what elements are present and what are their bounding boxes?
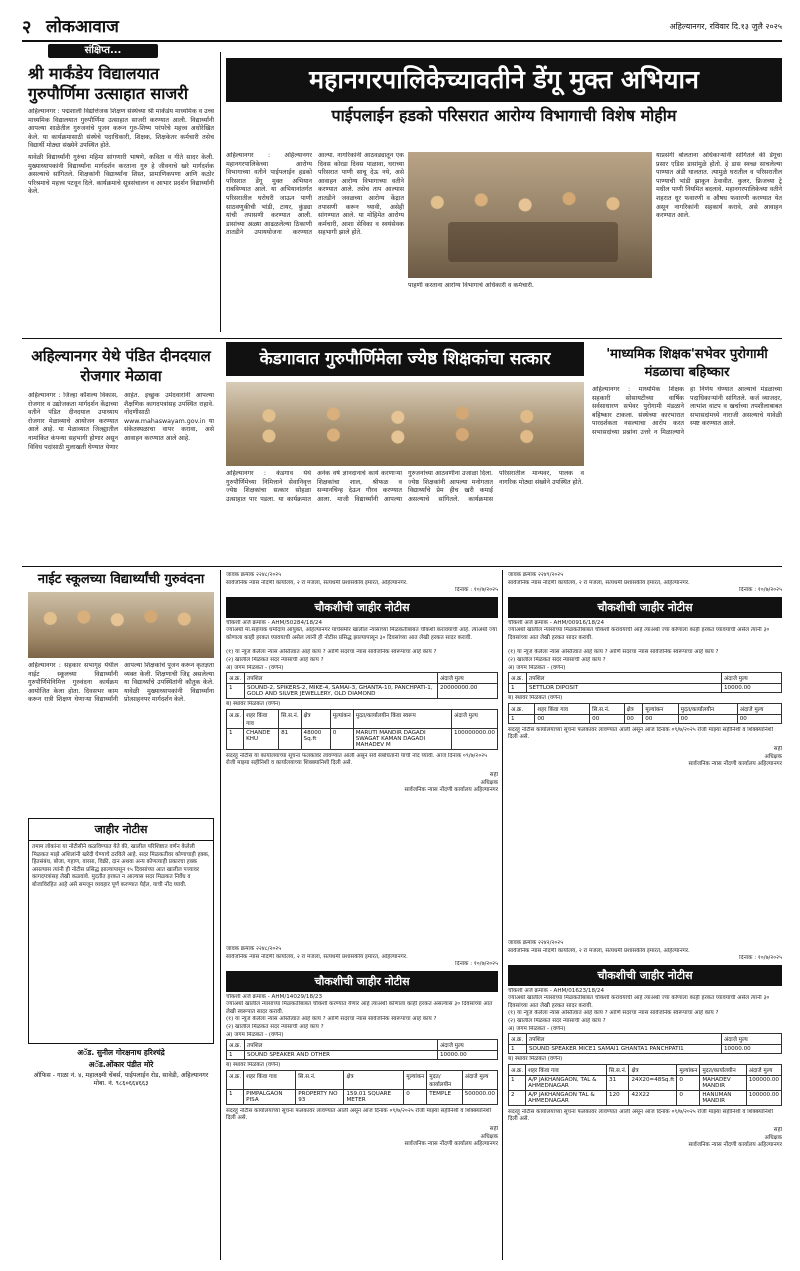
notice-1-date: दिनांक : १०/७/२०२५ — [455, 587, 498, 594]
notice-4-q2: (२) खालील मिळकत सदर न्यासाची आहे काय ? — [508, 1017, 606, 1024]
notice-4-immovable-label: ब) स्थावर मिळकत (वर्णन) — [508, 1056, 563, 1063]
notice-1-ref: जावक क्रमांक २२४८/२०२५ — [226, 572, 282, 578]
notice-2-office: सार्वजनिक न्यास नोंदणी कार्यालय, २ रा मजला, सत्यधर्मी प्रशासकीय इमारत, अहिल्यानगर. — [226, 953, 408, 960]
notice-4-r3-city: A/P JAKHANGAON TAL & AHMEDNAGAR — [526, 1090, 607, 1105]
masthead — [22, 14, 782, 40]
barber-photo — [28, 592, 214, 658]
notice-4-sign1: सही — [773, 1126, 782, 1133]
notice-4-office: सार्वजनिक न्यास नोंदणी कार्यालय, २ रा मजला, सत्यधर्मी प्रशासकीय इमारत, अहिल्यानगर. — [508, 947, 690, 954]
notice-3-h-val2: अंदाजे मुल्य — [737, 703, 781, 714]
notice-2-r2-build: TEMPLE — [427, 1089, 463, 1104]
notice-3-r2-build: 00 — [678, 714, 737, 723]
lawyer-name: अॅड. सुनील गोरक्षनाथ हरिश्चंद्रे — [77, 1048, 165, 1057]
notice-2-footer: सदरहू नोटीस कार्यालयाच्या सूचना फलकावर लावण्यात आली असून आज दिनांक ०९/७/२०२५ रोजी माझ्या सहीनिशी व शिक्क्यानिशी दिली असे. — [226, 1107, 492, 1122]
notice-1-movable-label: अ) जंगम मिळकत - (वर्णन) — [226, 664, 284, 671]
public-notice — [28, 818, 214, 1044]
notice-1-h-city: शहर किंवा गाव — [244, 709, 279, 728]
notice-1-h-desc: तपशिल — [245, 673, 438, 684]
notice-2-r1-val: 10000.00 — [438, 1051, 498, 1060]
notice-1-h-no: अ.क्र. — [227, 673, 245, 684]
lawyer-name-2: अॅड.ओंकार पंडीत मोरे — [88, 1060, 154, 1069]
section-rule-2 — [22, 566, 782, 567]
notice-4-h-val2: अंदाजे मुल्य — [746, 1064, 781, 1075]
column-divider-lower — [220, 570, 221, 1260]
notice-1-q2: (२) खालील मिळकत सदर न्यासाची आहे काय ? — [226, 656, 324, 663]
briefs-tag — [48, 44, 158, 58]
notice-2-h-no2: अ.क्र. — [227, 1070, 244, 1089]
notice-1-immovable-label: ब) स्थावर मिळकत (वर्णन) — [226, 701, 281, 708]
story-teacher-headline: केडगावात गुरुपौर्णिमेला ज्येष्ठ शिक्षकांचा सत्कार — [226, 342, 584, 376]
story-markandey-p1: अहिल्यानगर : पद्मशाली विद्योत्तेजक शिक्षण संस्थेच्या श्री मार्कंडेय माध्यमिक व उच्च माध्यमिक विद्यालयात गुरुपौर्णिमा उत्साहात साजरी करण्यात आली. विद्यार्थ्यांनी आपल्या शाळेतील गुरुजनांचे पूजन करून गुरु-शिष्य परंपरेचे महत्त्व अधोरेखित केले. या कार्यक्रमासाठी संस्थेचे पदाधिकारी, शिक्षक, शिक्षकेतर कर्मचारी तसेच विद्यार्थी मोठ्या संख्येने उपस्थित होते. — [28, 108, 214, 150]
table-row — [509, 714, 782, 723]
notice-3-h-cts: सि.स.नं. — [590, 703, 625, 714]
lead-photo — [408, 152, 652, 278]
briefs-tag-label: संक्षिप्त... — [84, 45, 122, 56]
notice-3-sign3: सार्वजनिक न्यास नोंदणी कार्यालय अहिल्यानगर — [688, 761, 782, 768]
notice-2-h-desc: तपशिल — [245, 1040, 438, 1051]
notice-3-r2-city: 00 — [535, 714, 590, 723]
notice-3-h-area: क्षेत्र — [624, 703, 643, 714]
story-job-body: अहिल्यानगर : जिल्हा कौशल्य विकास, रोजगार व उद्योजकता मार्गदर्शन केंद्राच्या वतीने पंडित दीनदयाल उपाध्याय रोजगार मेळाव्याचे आयोजन करण्यात आले आहे. या मेळाव्यात जिल्ह्यातील नामांकित कंपन्या सहभागी होणार असून विविध पदांसाठी मुलाखती घेण्यात येणार आहेत. इच्छुक उमेदवारांनी आपल्या शैक्षणिक कागदपत्रांसह उपस्थित राहावे. नोंदणीसाठी www.mahaswayam.gov.in या संकेतस्थळाचा वापर करावा, असे आवाहन करण्यात आले आहे. — [28, 392, 214, 451]
lawyer-address: ऑफिस - गाळा नं. ४, महालक्ष्मी चेंबर्स, पाईपलाईन रोड, सावेडी, अहिल्यानगर मोबा. नं. ९८६०६६४६६३ — [33, 1072, 209, 1088]
notice-3-r2-cts: 00 — [590, 714, 625, 723]
notice-2-movable-label: अ) जंगम मिळकत - (वर्णन) — [226, 1031, 284, 1038]
notice-4-footer: सदरहू नोटीस कार्यालयाच्या सूचना फलकावर लावण्यात आली असून आज दिनांक ०९/७/२०२५ रोजी माझ्या सहीनिशी व शिक्क्यानिशी दिली असे. — [508, 1108, 774, 1123]
notice-4-date: दिनांक : १०/७/२०२५ — [739, 955, 782, 962]
lead-body: अहिल्यानगर : अहिल्यानगर महानगरपालिकेच्या आरोग्य विभागाच्या वतीने पाईपलाईन हडको परिसरात डेंगू मुक्त अभियान राबविण्यात आले. या अभियानांतर्गत परिसरातील घरोघरी जाऊन पाणी साठवणुकीची भांडी, टायर, कुंड्या यांची तपासणी करण्यात आली. डासांच्या अळ्या आढळलेल्या ठिकाणी तातडीने उपाययोजना करण्यात आल्या. नागरिकांनी आठवड्यातून एक दिवस कोरडा दिवस पाळावा, घराच्या परिसरात पाणी साचू देऊ नये, असे आवाहन आरोग्य विभागाच्या वतीने करण्यात आले. तसेच ताप आल्यास तातडीने जवळच्या आरोग्य केंद्रात तपासणी करून घ्यावी, असेही सांगण्यात आले. या मोहिमेत आरोग्य कर्मचारी, आशा सेविका व स्वयंसेवक सहभागी झाले होते. — [226, 152, 404, 237]
table-row — [509, 684, 782, 693]
notice-3-r1-no: 1 — [509, 684, 527, 693]
story-markandey-title: श्री मार्कंडेय विद्यालयात गुरुपौर्णिमा उत्साहात साजरी — [28, 64, 188, 103]
notice-4-q1: (१) या न्यूज केलेला न्यास अस्तित्वात आहे काय ? आणि सदरचा न्यास सार्वजनिक स्वरूपाचा आहे काय ? — [508, 1010, 719, 1017]
notice-1-movable-table — [226, 672, 498, 699]
notice-3-r2-tax: 00 — [643, 714, 678, 723]
notice-1-intro: ज्याअर्थी मा.सहायक धर्मादाय आयुक्त, अहिल्यानगर यांचेसमोर खालील न्यासाच्या मिळकतीबाबत चौकशी करावयाची आहे. त्याअर्थी ज्या कोणाला काही हरकत घ्यावयाची असेल त्यांनी ही नोटीस प्रसिद्ध झाल्यापासून ३० दिवसांच्या आत लेखी हरकत सादर करावी. — [226, 627, 497, 641]
story-boycott-body: अहिल्यानगर : माध्यमिक शिक्षक सहकारी सोसायटीच्या वार्षिक सर्वसाधारण सभेवर पुरोगामी मंडळाने बहिष्कार टाकला. संस्थेच्या कारभारात पारदर्शकता नसल्याचा आरोप करत सभासदांच्या प्रश्नांना उत्तरे न मिळाल्याने हा निर्णय घेण्यात आल्याचे मंडळाच्या पदाधिकाऱ्यांनी सांगितले. कर्ज व्याजदर, लाभांश वाटप व खर्चाच्या तपशीलाबाबत सभासदांमध्ये नाराजी असल्याचे यावेळी स्पष्ट करण्यात आले. — [592, 386, 782, 436]
notice-2-sign3: सार्वजनिक न्यास नोंदणी कार्यालय अहिल्यानगर — [404, 1141, 498, 1148]
notice-2-sign2: अधिक्षक — [480, 1133, 498, 1140]
table-row — [227, 1051, 498, 1060]
notice-1-h-cts: सि.स.नं. — [279, 709, 301, 728]
notice-2-immovable-table — [226, 1070, 498, 1105]
notice-1-r2-no: 1 — [227, 728, 244, 749]
notice-1-sign3: सार्वजनिक न्यास नोंदणी कार्यालय अहिल्यानगर — [404, 787, 498, 794]
notice-2-r2-cts: PROPERTY NO 93 — [296, 1089, 344, 1104]
notice-2-r2-tax: 0 — [404, 1089, 427, 1104]
notice-2-q1: (१) या न्यूज केलेला न्यास अस्तित्वात आहे काय ? आणि सदरचा न्यास सार्वजनिक स्वरूपाचा आहे काय ? — [226, 1016, 437, 1023]
notice-3-h-tax: मूल्यांकन — [643, 703, 678, 714]
story-job-title: अहिल्यानगर येथे पंडित दीनदयाल रोजगार मेळावा — [31, 347, 211, 385]
notice-3-r2-no: 1 — [509, 714, 535, 723]
notice-4-movable-table — [508, 1033, 782, 1054]
notice-1-r2-tax: 0 — [330, 728, 353, 749]
notice-4-r1-val: 10000.00 — [722, 1045, 782, 1054]
notice-2-date: दिनांक : १०/७/२०२५ — [455, 961, 498, 968]
notice-1-h-no2: अ.क्र. — [227, 709, 244, 728]
notice-4-r3-no: 2 — [509, 1090, 526, 1105]
notice-3-movable-table — [508, 672, 782, 693]
notice-1-h-area: क्षेत्र — [301, 709, 330, 728]
notice-2-h-cts: सि.स.नं. — [296, 1070, 344, 1089]
notice-3-immovable-label: ब) स्थावर मिळकत (वर्णन) — [508, 695, 563, 702]
notice-3-r1-val: 10000.00 — [722, 684, 782, 693]
teacher-photo — [226, 382, 584, 466]
notice-4-sign3: सार्वजनिक न्यास नोंदणी कार्यालय अहिल्यानगर — [688, 1142, 782, 1149]
notice-3-sign1: सही — [773, 745, 782, 752]
column-divider — [220, 52, 221, 332]
notice-3-movable-label: अ) जंगम मिळकत - (वर्णन) — [508, 664, 566, 671]
story-markandey-body — [28, 108, 214, 318]
notice-2-h-city: शहर किंवा गाव — [244, 1070, 296, 1089]
notice-4-h-area: क्षेत्र — [629, 1064, 677, 1075]
notice-1-r2-area: 48000 Sq.ft — [301, 728, 330, 749]
notice-4-ref: जावक क्रमांक २२४२/२०२५ — [508, 940, 564, 946]
notice-4-intro: ज्याअर्थी खालील न्यासाच्या मिळकतीबाबत चौकशी करावयाची आहे त्याअर्थी ज्या कोणाला काही हरकत घ्यावयाची असेल त्यांनी ३० दिवसांच्या आत लेखी हरकत सादर करावी. — [508, 995, 770, 1009]
notice-3-h-desc: तपशिल — [527, 673, 722, 684]
notice-4-sign2: अधिक्षक — [764, 1134, 782, 1141]
table-row — [227, 684, 498, 699]
notice-4-r2-city: A/P JAKHANGAON, TAL & AHMEDNAGAR — [526, 1075, 607, 1090]
notice-4-r2-tax: 0 — [677, 1075, 700, 1090]
notice-2 — [226, 946, 498, 1264]
public-notice-title: जाहीर नोटीस — [29, 819, 213, 841]
notice-3-h-city: शहर किंवा गाव — [535, 703, 590, 714]
notice-1-sign1: सही — [489, 771, 498, 778]
notice-3-case: चौकशी अर्ज क्रमांक - AHM/00916/18/24 — [508, 619, 605, 626]
masthead-rule — [22, 40, 782, 42]
lead-subhead: पाईपलाईन हडको परिसरात आरोग्य विभागाची विशेष मोहीम — [331, 106, 677, 125]
notice-4-h-build: मुदत/कार्यालयीन — [700, 1064, 746, 1075]
notice-4-immovable-table — [508, 1064, 782, 1106]
notice-2-r2-area: 159.01 SQUARE METER — [344, 1089, 404, 1104]
notice-1-h-build: मुदत/कार्यालयीन किंवा स्वरूप — [353, 709, 451, 728]
notice-2-sign1: सही — [489, 1125, 498, 1132]
notice-2-case: चौकशी अर्ज क्रमांक - AHM/14029/18/23 — [226, 993, 323, 1000]
table-row — [227, 728, 498, 749]
notice-3-r2-val: 00 — [737, 714, 781, 723]
notice-2-h-build: मुदत/कार्यालयीन — [427, 1070, 463, 1089]
notice-4-h-cts: सि.स.नं. — [607, 1064, 629, 1075]
notice-1-r2-cts: 81 — [279, 728, 301, 749]
lead-photo-caption: पाहणी करताना आरोग्य विभागाचे अधिकारी व कर्मचारी. — [408, 282, 534, 289]
notice-1-case: चौकशी अर्ज क्रमांक - AHM/50284/18/24 — [226, 619, 323, 626]
notice-3-office: सार्वजनिक न्यास नोंदणी कार्यालय, २ रा मजला, सत्यधर्मी प्रशासकीय इमारत, अहिल्यानगर. — [508, 579, 690, 586]
page-number: २ — [22, 17, 32, 38]
section-rule-1 — [22, 338, 782, 339]
lawyer-block — [28, 1048, 214, 1110]
notice-2-r2-city: PIMPALGAON PISA — [244, 1089, 296, 1104]
notice-4-r1-desc: SOUND SPEAKER MICE1 SAMAI1 GHANTA1 PANCHPATI1 — [527, 1045, 722, 1054]
notice-2-r2-no: 1 — [227, 1089, 244, 1104]
notice-2-h-val: अंदाजे मुल्य — [438, 1040, 498, 1051]
story-teacher-body: अहिल्यानगर : केडगाव येथे गुरुपौर्णिमेच्या निमित्ताने सेवानिवृत्त ज्येष्ठ शिक्षकांचा सत्कार सोहळा उत्साहात पार पडला. या कार्यक्रमात अनेक वर्षे ज्ञानदानाचे कार्य करणाऱ्या शिक्षकांचा शाल, श्रीफळ व सन्मानचिन्ह देऊन गौरव करण्यात आला. माजी विद्यार्थ्यांनी आपल्या गुरुजनांच्या आठवणींना उजाळा दिला. ज्येष्ठ शिक्षकांनी आपल्या मनोगतात विद्यार्थ्यांचे प्रेम हीच खरी कमाई असल्याचे सांगितले. कार्यक्रमास परिसरातील मान्यवर, पालक व नागरिक मोठ्या संख्येने उपस्थित होते. — [226, 470, 584, 503]
notice-1-r2-city: CHANDE KHU — [244, 728, 279, 749]
notice-2-h-val2: अंदाजे मुल्य — [462, 1070, 497, 1089]
notice-1-h-val2: अंदाजे मुल्य — [452, 709, 498, 728]
table-row — [509, 1045, 782, 1054]
story-barber-title: नाईट स्कूलच्या विद्यार्थ्यांची गुरुवंदना — [37, 572, 205, 587]
notice-3-intro: ज्याअर्थी खालील न्यासाच्या मिळकतीबाबत चौकशी करावयाची आहे त्याअर्थी ज्या कोणाला काही हरकत घ्यावयाची असेल त्यांनी ३० दिवसांच्या आत लेखी हरकत सादर करावी. — [508, 627, 770, 641]
notice-2-q2: (२) खालील मिळकत सदर न्यासाची आहे काय ? — [226, 1023, 324, 1030]
notice-3-immovable-table — [508, 703, 782, 724]
notice-1-footer: सदरहू नोटीस या कार्यालयाच्या सूचना फलकावर लावण्यात आली असून सर्व संबंधितांनी याची नोंद घ्यावी. आज दिनांक ०९/७/२०२५ रोजी माझ्या सहीनिशी व कार्यालयाच्या शिक्क्यानिशी दिली असे. — [226, 752, 488, 767]
notice-4-case: चौकशी अर्ज क्रमांक - AHM/01623/18/24 — [508, 987, 605, 994]
notice-3-h-no: अ.क्र. — [509, 673, 527, 684]
notice-4-h-desc: तपशिल — [527, 1034, 722, 1045]
notice-4-r1-no: 1 — [509, 1045, 527, 1054]
notice-1-r2-build: MARUTI MANDIR DAGADI SWAGAT KAMAN DAGADI MAHADEV M — [353, 728, 451, 749]
notice-1-r1-no: 1 — [227, 684, 245, 699]
notice-3-h-build: मुदत/कार्यालयीन — [678, 703, 737, 714]
notice-2-r2-val: 500000.00 — [462, 1089, 497, 1104]
notice-4 — [508, 940, 782, 1264]
dateline: अहिल्यानगर, रविवार दि.१३ जुलै २०२५ — [669, 22, 782, 31]
notice-4-r3-val: 100000.00 — [746, 1090, 781, 1105]
notice-4-r3-build: HANUMAN MANDIR — [700, 1090, 746, 1105]
notice-1-q1: (१) या न्यूज केलेला न्यास अस्तित्वात आहे काय ? आणि सदरचा न्यास सार्वजनिक स्वरूपाचा आहे काय ? — [226, 649, 437, 656]
notice-4-h-val: अंदाजे मुल्य — [722, 1034, 782, 1045]
table-row — [509, 1075, 782, 1090]
column-divider-right — [502, 570, 503, 1260]
notice-1 — [226, 572, 498, 940]
lead-headline: महानगरपालिकेच्यावतीने डेंगू मुक्त अभियान — [226, 58, 782, 102]
notice-4-h-no: अ.क्र. — [509, 1034, 527, 1045]
notice-1-r1-desc: SOUND-2, SPIKERS-2, MIKE-4, SAMAI-3, GHANTA-10, PANCHPATI-1, GOLD AND SILVER JEWELLERY, OLD DIAMOND — [245, 684, 438, 699]
notice-1-immovable-table — [226, 709, 498, 750]
notice-3-r2-area: 00 — [624, 714, 643, 723]
notice-1-r2-val: 100000000.00 — [452, 728, 498, 749]
notice-2-movable-table — [226, 1039, 498, 1060]
notice-3 — [508, 572, 782, 934]
notice-4-r2-cts: 31 — [607, 1075, 629, 1090]
notice-4-r2-no: 1 — [509, 1075, 526, 1090]
notice-1-office: सार्वजनिक न्यास नोंदणी कार्यालय, २ रा मजला, सत्यधर्मी प्रशासकीय इमारत, अहिल्यानगर. — [226, 579, 408, 586]
notice-3-h-val: अंदाजे मुल्य — [722, 673, 782, 684]
notice-3-q2: (२) खालील मिळकत सदर न्यासाची आहे काय ? — [508, 656, 606, 663]
notice-2-immovable-label: ब) स्थावर मिळकत (वर्णन) — [226, 1062, 281, 1069]
table-row — [227, 1089, 498, 1104]
notice-4-movable-label: अ) जंगम मिळकत - (वर्णन) — [508, 1025, 566, 1032]
story-barber-body: अहिल्यानगर : सहकार सभागृह येथील नाईट स्कूलच्या विद्यार्थ्यांनी गुरुपौर्णिमेनिमित्त गुरुवंदना कार्यक्रम आयोजित केला होता. दिवसभर काम करून रात्री शिक्षण घेणाऱ्या विद्यार्थ्यांनी आपल्या शिक्षकांचे पूजन करून कृतज्ञता व्यक्त केली. शिक्षणाची जिद्द असलेल्या या विद्यार्थ्यांचे उपस्थितांनी कौतुक केले. यावेळी मुख्याध्यापकांनी विद्यार्थ्यांना प्रोत्साहनपर मार्गदर्शन केले. — [28, 662, 214, 704]
notice-4-h-city: शहर किंवा गाव — [526, 1064, 607, 1075]
notice-3-ref: जावक क्रमांक २२४९/२०२५ — [508, 572, 564, 578]
notice-4-title: चौकशीची जाहीर नोटीस — [508, 965, 782, 986]
notice-4-h-tax: मूल्यांकन — [677, 1064, 700, 1075]
notice-4-r2-build: MAHADEV MANDIR — [700, 1075, 746, 1090]
notice-1-r1-val: 20000000.00 — [438, 684, 498, 699]
notice-3-sign2: अधिक्षक — [764, 753, 782, 760]
notice-1-h-tax: मूल्यांकन — [330, 709, 353, 728]
notice-2-r1-desc: SOUND SPEAKER AND OTHER — [245, 1051, 438, 1060]
notice-2-h-no: अ.क्र. — [227, 1040, 245, 1051]
notice-3-footer: सदरहू नोटीस कार्यालयाच्या सूचना फलकावर लावण्यात आली असून आज दिनांक ०९/७/२०२५ रोजी माझ्या सहीनिशी व शिक्क्यानिशी दिली असे. — [508, 726, 774, 741]
notice-4-h-no2: अ.क्र. — [509, 1064, 526, 1075]
notice-3-title: चौकशीची जाहीर नोटीस — [508, 597, 782, 618]
story-markandey-p2: यावेळी विद्यार्थ्यांनी गुरुंचा महिमा सांगणारी भाषणे, कविता व गीते सादर केली. मुख्याध्यापकांनी विद्यार्थ्यांना मार्गदर्शन करताना गुरु हे जीवनाचे खरे मार्गदर्शक असल्याचे सांगितले. शिक्षकांनी विद्यार्थ्यांना शिस्त, प्रामाणिकपणा आणि कठोर परिश्रमाचे महत्त्व पटवून दिले. कार्यक्रमाचे सूत्रसंचालन व आभार प्रदर्शन विद्यार्थ्यांनी केले. — [28, 153, 214, 196]
notice-2-h-tax: मूल्यांकन — [404, 1070, 427, 1089]
notice-3-date: दिनांक : १०/७/२०२५ — [739, 587, 782, 594]
lead-right-column: याप्रसंगी बोलताना अधिकाऱ्यांनी सांगितले की डेंगूचा प्रसार एडिस डासांमुळे होतो. हे डास स्वच्छ साचलेल्या पाण्यात अंडी घालतात. त्यामुळे घरातील व परिसरातील पाण्याची भांडी झाकून ठेवावीत. कुलर, फ्रिजच्या ट्रे मधील पाणी नियमित बदलावे. महानगरपालिकेच्या वतीने शहरात धूर फवारणी व औषध फवारणी करण्यात येत असून नागरिकांनी सहकार्य करावे, असे आवाहन करण्यात आले. — [656, 152, 782, 220]
notice-3-h-no2: अ.क्र. — [509, 703, 535, 714]
notice-4-r3-area: 42X22 — [629, 1090, 677, 1105]
notice-2-intro: ज्याअर्थी खालील न्यासाच्या मिळकतीबाबत चौकशी करण्यात येणार आहे त्याअर्थी कोणाला काही हरकत असल्यास ३० दिवसांच्या आत लेखी स्वरूपात सादर करावी. — [226, 1001, 493, 1015]
notice-1-title: चौकशीची जाहीर नोटीस — [226, 597, 498, 618]
notice-2-ref: जावक क्रमांक २२४८/२०२५ — [226, 946, 282, 952]
notice-1-h-val: अंदाजे मुल्य — [438, 673, 498, 684]
notice-3-r1-desc: SETTLOR DIPOSIT — [527, 684, 722, 693]
notice-1-sign2: अधिक्षक — [480, 779, 498, 786]
notice-4-r2-area: 24X20=48Sq.ft — [629, 1075, 677, 1090]
notice-4-r3-cts: 120 — [607, 1090, 629, 1105]
story-boycott-title: 'माध्यमिक शिक्षक'सभेवर पुरोगामी मंडळाचा बहिष्कार — [606, 347, 768, 380]
notice-4-r3-tax: 0 — [677, 1090, 700, 1105]
paper-name-logo: लोकआवाज — [46, 17, 119, 37]
public-notice-body: तमाम लोकांना या नोटीसीने कळविण्यात येते की, खालील परिशिष्टात वर्णन केलेली मिळकत माझे अशिलांनी खरेदी घेण्याचे ठरविले आहे. सदर मिळकतीवर कोणाचाही हक्क, हितसंबंध, बोजा, गहाण, वारसा, विक्री, दान अथवा अन्य कोणत्याही प्रकारचा हक्क असल्यास त्यांनी ही नोटीस प्रसिद्ध झाल्यापासून १५ दिवसांच्या आत खालील पत्त्यावर कागदपत्रांसह लेखी कळवावे. मुदतीत हरकत न आल्यास सदर मिळकत निर्वेध व बोजाविरहित आहे असे समजून व्यवहार पूर्ण करण्यात येईल, याची नोंद घ्यावी. — [32, 844, 210, 888]
notice-2-h-area: क्षेत्र — [344, 1070, 404, 1089]
notice-3-q1: (१) या न्यूज केलेला न्यास अस्तित्वात आहे काय ? आणि सदरचा न्यास सार्वजनिक स्वरूपाचा आहे काय ? — [508, 649, 719, 656]
notice-4-r2-val: 100000.00 — [746, 1075, 781, 1090]
notice-2-title: चौकशीची जाहीर नोटीस — [226, 971, 498, 992]
table-row — [509, 1090, 782, 1105]
notice-2-r1-no: 1 — [227, 1051, 245, 1060]
